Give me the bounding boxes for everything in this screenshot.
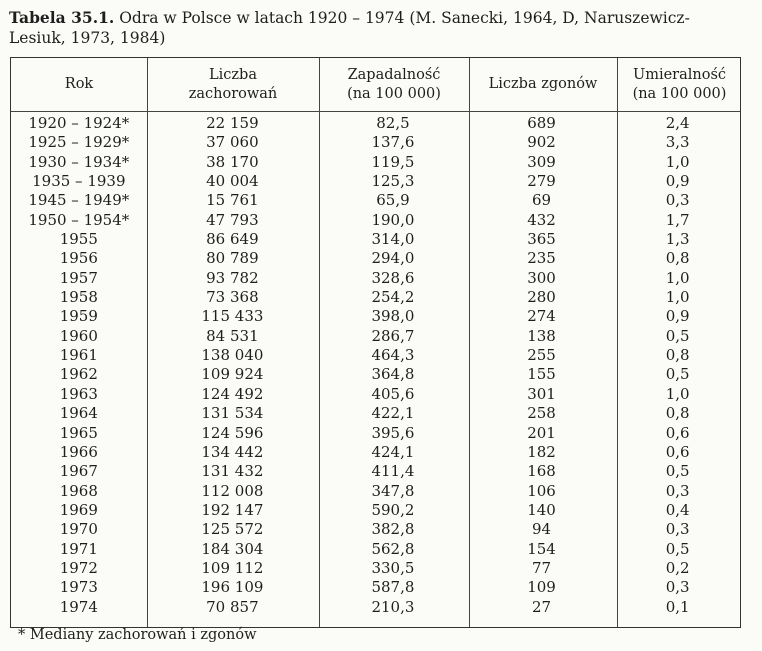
cell-zapadalnosc: 210,3: [371, 597, 415, 616]
cell-zapadalnosc: 395,6: [371, 423, 415, 442]
cell-rok: 1962: [59, 365, 98, 384]
cell-zapadalnosc: 82,5: [376, 114, 410, 132]
table-row: [11, 365, 740, 384]
cell-rok: 1956: [59, 249, 98, 268]
cell-zgony: 168: [527, 462, 556, 481]
cell-zapadalnosc: 562,8: [371, 539, 415, 558]
cell-zgony: 138: [527, 326, 556, 345]
table-row: [11, 172, 740, 191]
cell-zapadalnosc: 587,8: [371, 578, 415, 597]
cell-umieralnosc: 1,0: [665, 384, 690, 403]
cell-zapadalnosc: 65,9: [376, 191, 410, 210]
table-row: [11, 482, 740, 501]
cell-rok: 1966: [59, 442, 98, 461]
table-row: [11, 133, 740, 152]
cell-zgony: 365: [527, 230, 556, 249]
cell-rok: 1964: [59, 404, 98, 423]
cell-umieralnosc: 0,8: [665, 346, 690, 365]
cell-zachorowania: 15 761: [206, 191, 259, 210]
cell-zachorowania: 184 304: [201, 539, 264, 558]
header-rok: [11, 58, 147, 111]
cell-zgony: 258: [527, 404, 556, 423]
cell-zgony: 69: [532, 191, 552, 210]
cell-umieralnosc: 0,6: [665, 442, 690, 461]
cell-zachorowania: 138 040: [201, 346, 264, 365]
cell-zgony: 106: [527, 481, 556, 500]
table-title: Odra w Polsce w latach 1920 – 1974 (M. Sanecki, 1964, D, Naruszewicz-Lesiuk, 1973, 1984): [9, 9, 690, 47]
cell-umieralnosc: 0,6: [665, 423, 690, 442]
table-row: [11, 211, 740, 230]
cell-zachorowania: 80 789: [206, 249, 259, 268]
cell-zgony: 902: [527, 133, 556, 152]
cell-umieralnosc: 0,8: [665, 404, 690, 423]
cell-umieralnosc: 0,5: [665, 462, 690, 481]
cell-rok: 1930 – 1934*: [28, 152, 130, 171]
cell-zgony: 255: [527, 346, 556, 365]
footnote: * Mediany zachorowań i zgonów: [18, 627, 257, 643]
header-line: (na 100 000): [347, 85, 441, 102]
header-line: Zapadalność: [347, 66, 441, 83]
cell-rok: 1957: [59, 268, 98, 287]
table-row: [11, 559, 740, 578]
cell-zgony: 280: [527, 288, 556, 307]
cell-zgony: 301: [527, 384, 556, 403]
cell-umieralnosc: 0,5: [665, 365, 690, 384]
cell-zapadalnosc: 328,6: [371, 268, 415, 287]
cell-umieralnosc: 0,3: [665, 520, 690, 539]
table-row: [11, 307, 740, 326]
cell-rok: 1972: [59, 558, 98, 577]
table-row: [11, 288, 740, 307]
cell-zachorowania: 131 534: [201, 404, 264, 423]
cell-zgony: 689: [527, 114, 556, 132]
cell-zapadalnosc: 398,0: [371, 307, 415, 326]
cell-umieralnosc: 0,4: [665, 500, 690, 519]
cell-rok: 1973: [59, 578, 98, 597]
cell-zapadalnosc: 314,0: [371, 230, 415, 249]
cell-umieralnosc: 0,5: [665, 326, 690, 345]
table-row: [11, 598, 740, 617]
cell-zapadalnosc: 422,1: [371, 404, 415, 423]
cell-umieralnosc: 0,3: [665, 191, 690, 210]
cell-rok: 1935 – 1939: [32, 172, 126, 191]
cell-zapadalnosc: 137,6: [371, 133, 415, 152]
header-divider: [11, 111, 740, 112]
cell-umieralnosc: 0,3: [665, 481, 690, 500]
cell-umieralnosc: 0,9: [665, 307, 690, 326]
header-line: zachorowań: [188, 85, 278, 102]
cell-umieralnosc: 0,9: [665, 172, 690, 191]
cell-zachorowania: 109 112: [201, 558, 264, 577]
cell-zachorowania: 124 492: [201, 384, 264, 403]
cell-zachorowania: 73 368: [206, 288, 259, 307]
header-liczba-zachorowan: [147, 58, 319, 111]
cell-rok: 1925 – 1929*: [28, 133, 130, 152]
cell-rok: 1974: [59, 597, 98, 616]
table-row: [11, 501, 740, 520]
cell-zachorowania: 70 857: [206, 597, 259, 616]
cell-rok: 1963: [59, 384, 98, 403]
table-row: [11, 404, 740, 423]
cell-zachorowania: 109 924: [201, 365, 264, 384]
cell-zgony: 182: [527, 442, 556, 461]
table-row: [11, 424, 740, 443]
cell-rok: 1959: [59, 307, 98, 326]
cell-umieralnosc: 0,8: [665, 249, 690, 268]
cell-zapadalnosc: 119,5: [371, 152, 415, 171]
cell-zachorowania: 47 793: [206, 210, 259, 229]
cell-zachorowania: 115 433: [201, 307, 264, 326]
cell-zachorowania: 131 432: [201, 462, 264, 481]
cell-zachorowania: 124 596: [201, 423, 264, 442]
cell-zachorowania: 134 442: [201, 442, 264, 461]
cell-zachorowania: 192 147: [201, 500, 264, 519]
cell-zgony: 432: [527, 210, 556, 229]
cell-zachorowania: 22 159: [206, 114, 259, 132]
cell-zgony: 155: [527, 365, 556, 384]
cell-rok: 1961: [59, 346, 98, 365]
cell-rok: 1965: [59, 423, 98, 442]
cell-rok: 1968: [59, 481, 98, 500]
cell-zgony: 27: [532, 597, 552, 616]
table-body: [11, 114, 740, 617]
cell-umieralnosc: 3,3: [665, 133, 690, 152]
cell-zachorowania: 93 782: [206, 268, 259, 287]
cell-rok: 1969: [59, 500, 98, 519]
cell-zachorowania: 37 060: [206, 133, 259, 152]
cell-umieralnosc: 2,4: [665, 114, 690, 132]
cell-rok: 1967: [59, 462, 98, 481]
cell-zachorowania: 40 004: [206, 172, 259, 191]
cell-zapadalnosc: 405,6: [371, 384, 415, 403]
cell-zapadalnosc: 347,8: [371, 481, 415, 500]
cell-umieralnosc: 0,3: [665, 578, 690, 597]
cell-zachorowania: 86 649: [206, 230, 259, 249]
cell-zgony: 309: [527, 152, 556, 171]
cell-zachorowania: 196 109: [201, 578, 264, 597]
cell-umieralnosc: 1,7: [665, 210, 690, 229]
header-umieralnosc: [617, 58, 742, 111]
table-row: [11, 346, 740, 365]
header-line: Rok: [64, 76, 94, 92]
table-row: [11, 327, 740, 346]
table-row: [11, 269, 740, 288]
header-liczba-zgonow: [469, 58, 617, 111]
cell-rok: 1955: [59, 230, 98, 249]
cell-rok: 1971: [59, 539, 98, 558]
cell-zapadalnosc: 254,2: [371, 288, 415, 307]
measles-table: [10, 57, 741, 628]
cell-zgony: 140: [527, 500, 556, 519]
header-line: Liczba zgonów: [488, 76, 598, 92]
cell-zapadalnosc: 411,4: [371, 462, 415, 481]
table-row: [11, 191, 740, 210]
table-row: [11, 462, 740, 481]
cell-zgony: 94: [532, 520, 552, 539]
cell-zgony: 235: [527, 249, 556, 268]
table-number: Tabela 35.1.: [9, 8, 115, 27]
cell-zgony: 154: [527, 539, 556, 558]
table-row: [11, 385, 740, 404]
table-row: [11, 540, 740, 559]
cell-zapadalnosc: 424,1: [371, 442, 415, 461]
cell-zgony: 300: [527, 268, 556, 287]
cell-rok: 1920 – 1924*: [28, 114, 130, 132]
cell-zapadalnosc: 294,0: [371, 249, 415, 268]
cell-zapadalnosc: 125,3: [371, 172, 415, 191]
cell-rok: 1970: [59, 520, 98, 539]
cell-rok: 1950 – 1954*: [28, 210, 130, 229]
cell-zachorowania: 125 572: [201, 520, 264, 539]
cell-umieralnosc: 0,2: [665, 558, 690, 577]
table-row: [11, 153, 740, 172]
cell-umieralnosc: 1,0: [665, 288, 690, 307]
cell-zapadalnosc: 364,8: [371, 365, 415, 384]
cell-zapadalnosc: 286,7: [371, 326, 415, 345]
cell-umieralnosc: 1,0: [665, 268, 690, 287]
table-row: [11, 114, 740, 133]
cell-umieralnosc: 0,1: [665, 597, 690, 616]
cell-zachorowania: 112 008: [201, 481, 264, 500]
cell-rok: 1960: [59, 326, 98, 345]
header-zapadalnosc: [319, 58, 469, 111]
cell-zapadalnosc: 464,3: [371, 346, 415, 365]
table-row: [11, 443, 740, 462]
cell-zachorowania: 84 531: [206, 326, 259, 345]
cell-zapadalnosc: 590,2: [371, 500, 415, 519]
cell-zgony: 279: [527, 172, 556, 191]
cell-umieralnosc: 1,3: [665, 230, 690, 249]
cell-rok: 1945 – 1949*: [28, 191, 130, 210]
cell-zapadalnosc: 190,0: [371, 210, 415, 229]
table-row: [11, 249, 740, 268]
cell-zachorowania: 38 170: [206, 152, 259, 171]
table-row: [11, 520, 740, 539]
table-row: [11, 230, 740, 249]
cell-rok: 1958: [59, 288, 98, 307]
table-row: [11, 578, 740, 597]
table-caption: [9, 8, 744, 48]
cell-zapadalnosc: 330,5: [371, 558, 415, 577]
cell-zgony: 201: [527, 423, 556, 442]
cell-zgony: 274: [527, 307, 556, 326]
header-line: (na 100 000): [632, 85, 727, 102]
header-line: Liczba: [209, 66, 257, 83]
cell-umieralnosc: 1,0: [665, 152, 690, 171]
cell-umieralnosc: 0,5: [665, 539, 690, 558]
cell-zgony: 109: [527, 578, 556, 597]
cell-zgony: 77: [532, 558, 552, 577]
header-line: Umieralność: [632, 66, 727, 83]
cell-zapadalnosc: 382,8: [371, 520, 415, 539]
